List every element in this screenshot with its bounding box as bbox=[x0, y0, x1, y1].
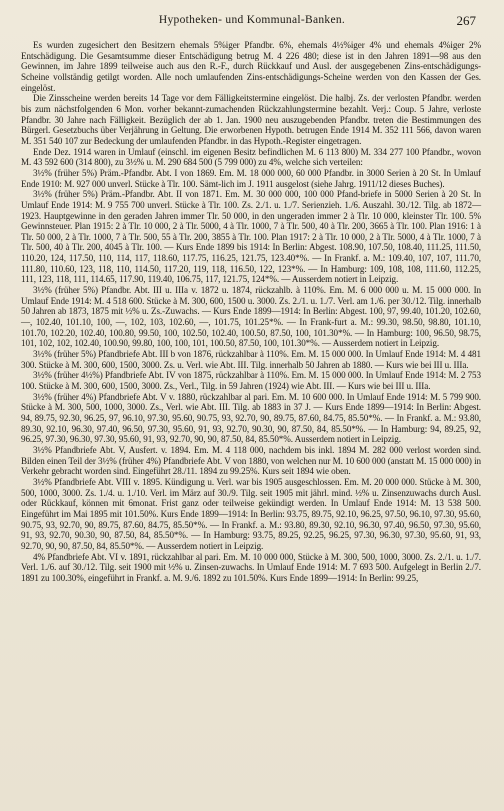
paragraph-abt-iii: 3½% (früher 5%) Pfandbr. Abt. III u. IIIa v. 1872 u. 1874, rückzahlb. à 110%. Em. M. 6 000 000 u. M. 15 000 000. In Umlauf Ende 1914: M. 4 518 600. Stücke à M. 300, 600, 1500 u. 3000. Zs. 2./1. u. 1./7. Verl. am 1./6. per 30./12. Tilg. innerhalb 50 Jahren ab 1873, 1875 mit ½% u. Zs.-Zuwachs. — Kurs Ende 1899—1914: In Berlin: Abgest. 100, 97, 99.40, 101.20, 102.60, —, 102.40, 101.10, 100, —, 102, 103, 102.60, —, 101.75, 101.25*%. — In Frank-furt a. M.: 99.30, 98.50, 98.80, 101.10, 101.70, 102.20, 102.40, 100.80, 99.50, 100, 102.50, 102.40, 100.50, 87.50, 100, 101.30*%. — In Hamburg: 100, 96.50, 98.75, 101, 102, 102, 102.40, 100.90, 99.80, 100, 100, 101, 100.50, 87.50, 100, 101.30*%. — Ausserdem notiert in Leipzig. bbox=[21, 285, 481, 349]
paragraph-abt-iv: 3½% (früher 4½%) Pfandbriefe Abt. IV von 1875, rückzahlbar à 110%. Em. M. 15 000 000. In Umlauf Ende 1914: M. 2 753 100. Stücke à M. 300, 600, 1500, 3000. Zs., Verl., Tilg. in 59 Jahren (1924) wie Abt. III. — Kurs wie bei III u. IIIa. bbox=[21, 370, 481, 391]
paragraph-abt-viii: 3½% Pfandbriefe Abt. VIII v. 1895. Kündigung u. Verl. war bis 1905 ausgeschlossen. Em. M. 20 000 000. Stücke à M. 300, 500, 1000, 3000. Zs. 1./4. u. 1./10. Verl. im März auf 30./9. Tilg. seit 1905 mit jährl. mind. ½% u. Zinsenzuwachs durch Ausl. oder Rückkauf, können mit 6monat. Frist ganz oder teilweise gekündigt werden. In Umlauf Ende 1914: M. 13 538 500. Eingeführt im Mai 1895 mit 101.50%. Kurs Ende 1899—1914: In Berlin: 93.75, 89.75, 92.10, 96.25, 97.50, 96.10, 97.30, 95.60, 90.75, 93, 92.70, 90, 89.75, 87.60, 84.75, 85.50*%. — In Frankf. a. M.: 93.80, 89.30, 92.10, 96.30, 97.40, 96.50, 97.30, 95.60, 91, 93, 92.70, 90.30, 90, 87.50, 84, 85.50*%. — In Hamburg: 93.75, 89.25, 92.25, 96.25, 97.30, 96.30, 97.30, 95.60, 91, 93, 92.70, 90, 90, 87.50, 84, 85.50*%. — Ausserdem notiert in Leipzig. bbox=[21, 476, 481, 551]
paragraph-abt-v-1894: 3½% Pfandbriefe Abt. V, Ausfert. v. 1894. Em. M. 4 118 000, nachdem bis inkl. 1894 M. 282 000 verlost worden sind. Bilden einen Teil der 3½% (früher 4%) Pfandbriefe Abt. V von 1880, von welchen nur M. 10 600 000 (anstatt M. 15 000 000) in Verkehr gebracht worden sind. Eingeführt 28./11. 1894 zu 99.25%. Kurs seit 1894 wie oben. bbox=[21, 444, 481, 477]
page-number: 267 bbox=[456, 13, 476, 28]
paragraph-abt-iiib: 3½% (früher 5%) Pfandbriefe Abt. III b von 1876, rückzahlbar à 110%. Em. M. 15 000 000. In Umlauf Ende 1914: M. 4 481 300. Stücke à M. 300, 600, 1500, 3000. Zs. u. Verl. wie Abt. III. Tilg. innerhalb 50 Jahren ab 1880. — Kurs wie bei III u. IIIa. bbox=[21, 349, 481, 370]
paragraph-umlauf: Ende Dez. 1914 waren in Umlauf (einschl. im eigenen Besitz befindlichen M. 6 113 800) M. 334 277 100 Pfandbr., wovon M. 43 592 600 (314 800), zu 3½% u. M. 290 684 500 (5 799 000) zu 4%, welche sich verteilen: bbox=[21, 146, 481, 168]
page-header bbox=[0, 14, 504, 34]
paragraph-abt-ii: 3½% (früher 5%) Präm.-Pfandbr. Abt. II von 1871. Em. M. 30 000 000, 100 000 Pfand-briefe in 5000 Serien à 20 St. In Umlauf Ende 1914: M. 9 755 700 unverl. Stücke à Tlr. 100. Zs. 2./1. u. 1./7. Serienzieh. 1./6. Auszahl. 30./12. Tilg. ab 1872—1923. Hauptgewinne in den geraden Jahren immer Tlr. 50 000, in den ungeraden immer 2 à Tlr. 10 000, kleinster Tlr. 100. 5% Gewinnsteuer. Plan 1915: 2 à Tlr. 10 000, 2 à Tlr. 5000, 4 à Tlr. 1000, 7 à Tlr. 500, 40 à Tlr. 200, 3665 à Tlr. 100. Plan 1916: 1 à Tlr. 50 000, 2 à Tlr. 1000, 7 à Tlr. 500, 55 à Tlr. 200, 3855 à Tlr. 100. Plan 1917: 2 à Tlr. 10 000, 2 à Tlr. 5000, 4 à Tlr. 1000, 7 à Tlr. 500, 40 à Tlr. 200, 4045 à Tlr. 100. — Kurs Ende 1899 bis 1914: In Berlin: Abgest. 108.90, 107.50, 108.40, 111.25, 111.50, 110.20, 124, 117.50, 110, 114, 117, 118.60, 117.75, 116.25, 121.75, 123.40*%. — In Frankf. a. M.: 109.40, 107, 107, 111.70, 111.80, 110.60, 123, 118, 110, 114.50, 117.20, 119, 118, 116.50, 122, 123*%. — In Hamburg: 109, 108, 108, 111.60, 112.25, 111, 123, 118, 111, 114.65, 117.90, 119.40, 106.75, 117, 121.75, 124*%. — Ausserdem notiert in Leipzig. bbox=[21, 189, 481, 285]
page-body bbox=[21, 40, 481, 805]
running-head: Hypotheken- und Kommunal-Banken. bbox=[158, 14, 346, 26]
paragraph-zinsscheine: Die Zinsscheine werden bereits 14 Tage vor dem Fälligkeitstermine eingelöst. Die halbj. Zs. der verlosten Pfandbr. werden bis zum nächstfolgenden 6 Mon. vorher bekannt-zumachenden Rückzahlungstermine bezahlt. Verj.: Coup. 5 Jahre, verloste Pfandbr. 30 Jahre nach Fälligkeit. Bezüglich der ab 1. Jan. 1900 neu auszugebenden Pfandbr. treten die Bestimmungen des Bürgerl. Gesetzbuchs über Verjährung in Geltung. Die erworbenen Hypoth. betrugen Ende 1914 M. 352 111 566, davon waren M. 351 540 107 zur Bedeckung der umlaufenden Pfandbr. in das Hypoth.-Register eingetragen. bbox=[21, 93, 481, 146]
paragraph-abt-vi: 4% Pfandbriefe Abt. VI v. 1891, rückzahlbar al pari. Em. M. 10 000 000, Stücke à M. 300, 500, 1000, 3000. Zs. 2./1. u. 1./7. Verl. 1./6. auf 30./12. Tilg. seit 1900 mit ½% u. Zinsen-zuwachs. In Umlauf Ende 1914: M. 7 693 500. Aufgelegt in Berlin 2./7. 1891 zu 100.30%, eingeführt in Frankf. a. M. 9./6. 1892 zu 101.50%. Kurs Ende 1899—1914: In Berlin: 99.25, bbox=[21, 551, 481, 583]
paragraph-abt-v: 3½% (früher 4%) Pfandbriefe Abt. V v. 1880, rückzahlbar al pari. Em. M. 10 600 000. In Umlauf Ende 1914: M. 5 799 900. Stücke à M. 300, 500, 1000, 3000. Zs., Verl. wie Abt. III. Tilg. ab 1883 in 37 J. — Kurs Ende 1899—1914: In Berlin: Abgest. 94, 89.75, 92.30, 96.25, 97, 96.10, 97.30, 95.60, 90.75, 93, 92.70, 90, 89.75, 87.60, 84.75, 85.50*%. — In Frankf. a. M.: 93.80, 89.30, 92.10, 96.30, 97.40, 96.50, 97.30, 95.60, 91, 93, 92.70, 90.30, 90, 87.50, 84, 85.50*%. — In Hamburg: 94, 89.25, 92, 96.25, 97.30, 96.30, 97.30, 95.60, 91, 93, 92.70, 90, 90, 87.50, 84, 85.50*%. Ausserdem notiert in Leipzig. bbox=[21, 391, 481, 445]
paragraph-abt-i: 3½% (früher 5%) Präm.-Pfandbr. Abt. I von 1869. Em. M. 18 000 000, 60 000 Pfandbr. in 3000 Serien à 20 St. In Umlauf Ende 1910: M. 927 000 unverl. Stücke à Tlr. 100. Sämt-lich im J. 1911 ausgelost (siehe Jahrg. 1911/12 dieses Buches). bbox=[21, 167, 481, 189]
paragraph-entschaedigung: Es wurden zugesichert den Besitzern ehemals 5%iger Pfandbr. 6%, ehemals 4½%iger 4% und ehemals 4%iger 2% Entschädigung. Die Gesamtsumme dieser Entschädigung betrug M. 4 226 480; diese ist in den Jahren 1891—98 aus den Gewinnen, im Jahre 1899 teilweise auch aus den R.-F., durch Rückkauf und Ausl. der ausgegebenen Zins-entschädigungs-Scheine vollständig getilgt worden. Alle noch umlaufenden Zins-entschädigungs-Scheine werden von den Kassen der Ges. eingelöst. bbox=[21, 40, 481, 93]
